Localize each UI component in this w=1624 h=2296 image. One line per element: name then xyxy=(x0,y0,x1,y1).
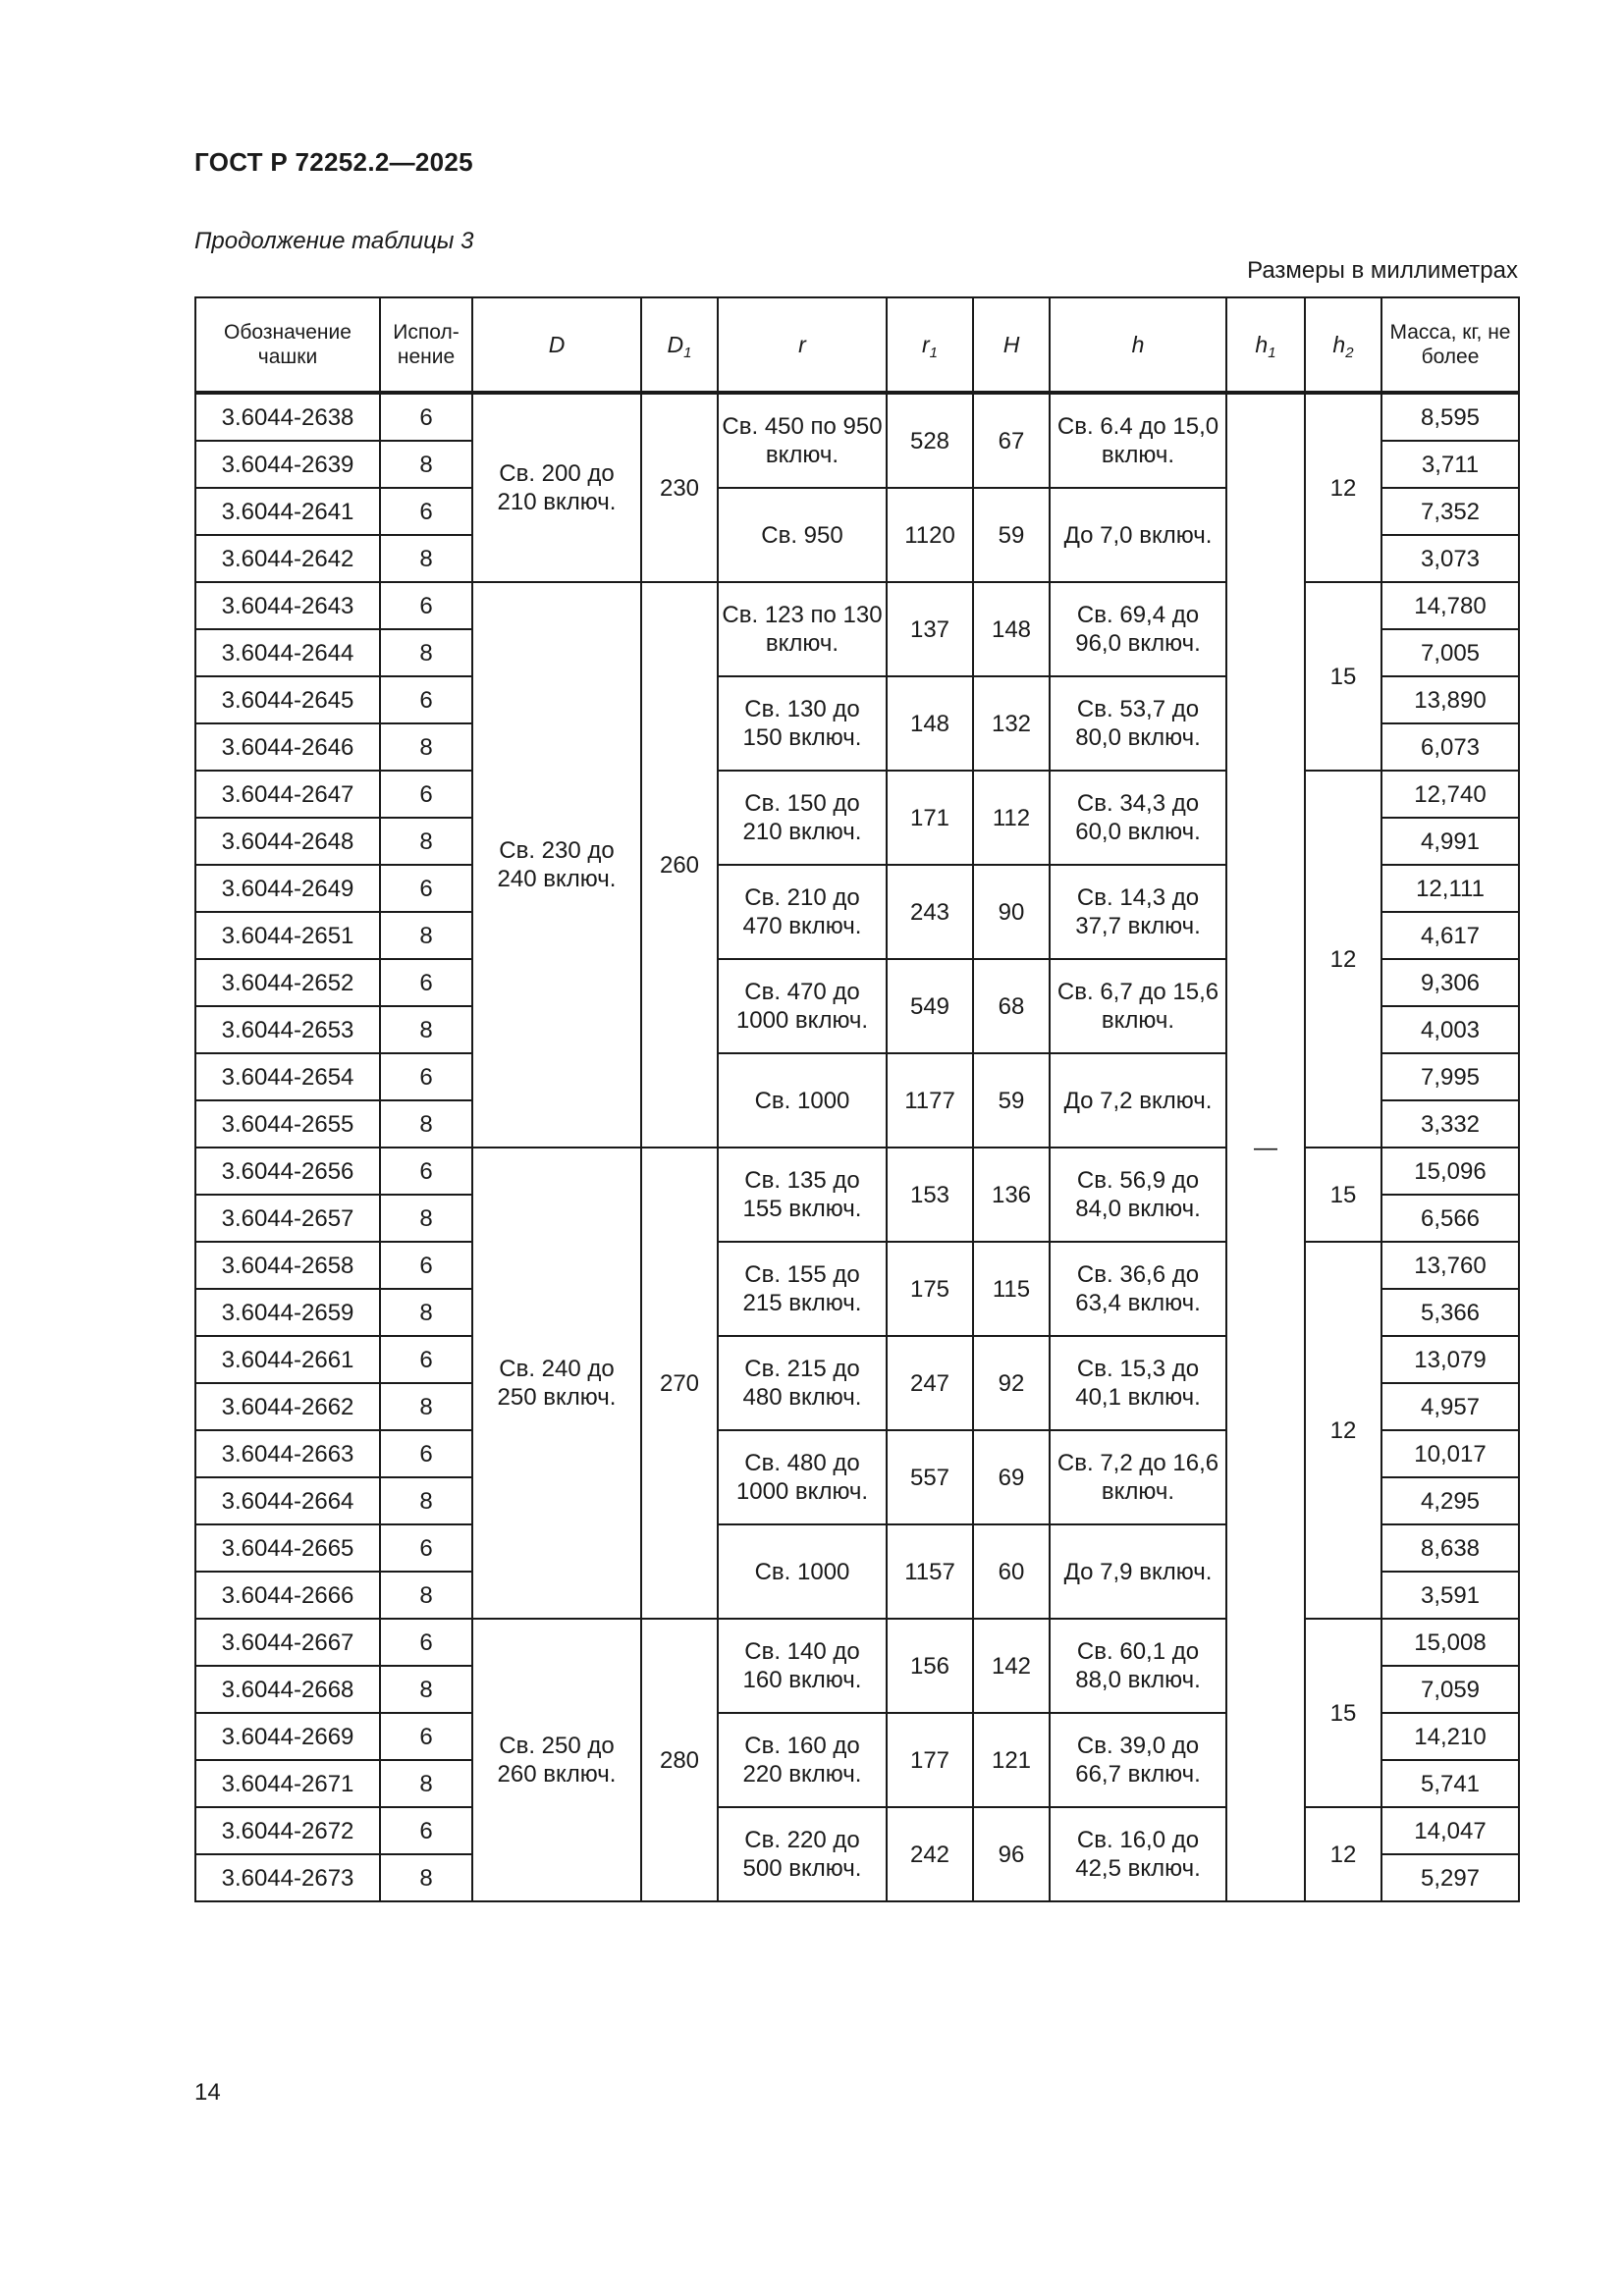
radius-range-cell: Св. 1000 xyxy=(718,1524,887,1619)
radius-range-cell: Св. 450 по 950 включ. xyxy=(718,393,887,488)
cup-designation-cell: 3.6044-2669 xyxy=(195,1713,380,1760)
height-cell: 68 xyxy=(973,959,1050,1053)
cup-designation-cell: 3.6044-2673 xyxy=(195,1854,380,1901)
mass-cell: 4,991 xyxy=(1381,818,1519,865)
version-cell: 8 xyxy=(380,1195,472,1242)
h-range-cell: Св. 60,1 до 88,0 включ. xyxy=(1050,1619,1226,1713)
diameter-d1-cell: 260 xyxy=(641,582,718,1148)
height-cell: 69 xyxy=(973,1430,1050,1524)
h2-cell: 12 xyxy=(1305,1242,1381,1619)
mass-cell: 14,047 xyxy=(1381,1807,1519,1854)
height-cell: 136 xyxy=(973,1148,1050,1242)
header-h2-main: h xyxy=(1332,331,1346,357)
mass-cell: 9,306 xyxy=(1381,959,1519,1006)
version-cell: 8 xyxy=(380,441,472,488)
cup-designation-cell: 3.6044-2653 xyxy=(195,1006,380,1053)
height-cell: 96 xyxy=(973,1807,1050,1901)
dimensions-table xyxy=(194,296,1520,1902)
cup-designation-cell: 3.6044-2651 xyxy=(195,912,380,959)
header-mass: Масса, кг, не более xyxy=(1381,297,1519,393)
h-range-cell: Св. 14,3 до 37,7 включ. xyxy=(1050,865,1226,959)
cup-designation-cell: 3.6044-2659 xyxy=(195,1289,380,1336)
table-row xyxy=(195,393,1519,441)
header-d1-sub: 1 xyxy=(683,344,692,361)
version-cell: 8 xyxy=(380,723,472,771)
table-row xyxy=(195,582,1519,629)
cup-designation-cell: 3.6044-2662 xyxy=(195,1383,380,1430)
table-row xyxy=(195,1807,1519,1854)
h-range-cell: Св. 69,4 до 96,0 включ. xyxy=(1050,582,1226,676)
version-cell: 6 xyxy=(380,1524,472,1572)
h-range-cell: Св. 6,7 до 15,6 включ. xyxy=(1050,959,1226,1053)
radius-r1-cell: 242 xyxy=(887,1807,973,1901)
radius-r1-cell: 1177 xyxy=(887,1053,973,1148)
h2-cell: 15 xyxy=(1305,1148,1381,1242)
cup-designation-cell: 3.6044-2648 xyxy=(195,818,380,865)
diameter-d1-cell: 280 xyxy=(641,1619,718,1901)
mass-cell: 13,760 xyxy=(1381,1242,1519,1289)
height-cell: 142 xyxy=(973,1619,1050,1713)
mass-cell: 3,711 xyxy=(1381,441,1519,488)
cup-designation-cell: 3.6044-2646 xyxy=(195,723,380,771)
height-cell: 90 xyxy=(973,865,1050,959)
h-range-cell: Св. 36,6 до 63,4 включ. xyxy=(1050,1242,1226,1336)
header-r: r xyxy=(718,297,887,393)
cup-designation-cell: 3.6044-2665 xyxy=(195,1524,380,1572)
mass-cell: 13,079 xyxy=(1381,1336,1519,1383)
h-range-cell: До 7,0 включ. xyxy=(1050,488,1226,582)
radius-range-cell: Св. 155 до 215 включ. xyxy=(718,1242,887,1336)
version-cell: 8 xyxy=(380,1854,472,1901)
radius-r1-cell: 153 xyxy=(887,1148,973,1242)
h-range-cell: Св. 16,0 до 42,5 включ. xyxy=(1050,1807,1226,1901)
cup-designation-cell: 3.6044-2672 xyxy=(195,1807,380,1854)
radius-range-cell: Св. 130 до 150 включ. xyxy=(718,676,887,771)
cup-designation-cell: 3.6044-2668 xyxy=(195,1666,380,1713)
document-code: ГОСТ Р 72252.2—2025 xyxy=(194,147,473,177)
cup-designation-cell: 3.6044-2664 xyxy=(195,1477,380,1524)
version-cell: 8 xyxy=(380,1100,472,1148)
version-cell: 6 xyxy=(380,771,472,818)
table-header-row xyxy=(195,297,1519,393)
mass-cell: 15,096 xyxy=(1381,1148,1519,1195)
mass-cell: 13,890 xyxy=(1381,676,1519,723)
cup-designation-cell: 3.6044-2654 xyxy=(195,1053,380,1100)
version-cell: 6 xyxy=(380,1619,472,1666)
height-cell: 121 xyxy=(973,1713,1050,1807)
radius-range-cell: Св. 123 по 130 включ. xyxy=(718,582,887,676)
version-cell: 6 xyxy=(380,865,472,912)
diameter-range-cell: Св. 230 до 240 включ. xyxy=(472,582,641,1148)
radius-range-cell: Св. 215 до 480 включ. xyxy=(718,1336,887,1430)
cup-designation-cell: 3.6044-2661 xyxy=(195,1336,380,1383)
radius-range-cell: Св. 160 до 220 включ. xyxy=(718,1713,887,1807)
mass-cell: 7,005 xyxy=(1381,629,1519,676)
header-r1-sub: 1 xyxy=(929,344,938,361)
table-continuation-caption: Продолжение таблицы 3 xyxy=(194,228,474,254)
mass-cell: 14,210 xyxy=(1381,1713,1519,1760)
page-number: 14 xyxy=(194,2079,221,2106)
version-cell: 8 xyxy=(380,1006,472,1053)
version-cell: 6 xyxy=(380,1053,472,1100)
mass-cell: 3,073 xyxy=(1381,535,1519,582)
cup-designation-cell: 3.6044-2642 xyxy=(195,535,380,582)
mass-cell: 14,780 xyxy=(1381,582,1519,629)
mass-cell: 4,617 xyxy=(1381,912,1519,959)
h2-cell: 15 xyxy=(1305,1619,1381,1807)
radius-r1-cell: 175 xyxy=(887,1242,973,1336)
radius-r1-cell: 549 xyxy=(887,959,973,1053)
cup-designation-cell: 3.6044-2647 xyxy=(195,771,380,818)
version-cell: 6 xyxy=(380,488,472,535)
radius-r1-cell: 137 xyxy=(887,582,973,676)
version-cell: 6 xyxy=(380,393,472,441)
cup-designation-cell: 3.6044-2658 xyxy=(195,1242,380,1289)
radius-range-cell: Св. 470 до 1000 включ. xyxy=(718,959,887,1053)
height-cell: 112 xyxy=(973,771,1050,865)
mass-cell: 8,638 xyxy=(1381,1524,1519,1572)
version-cell: 6 xyxy=(380,676,472,723)
radius-r1-cell: 177 xyxy=(887,1713,973,1807)
header-d1-main: D xyxy=(667,331,684,357)
h1-dash-cell: — xyxy=(1226,393,1305,1901)
header-h2-sub: 2 xyxy=(1345,344,1354,361)
version-cell: 8 xyxy=(380,1289,472,1336)
mass-cell: 7,352 xyxy=(1381,488,1519,535)
mass-cell: 6,073 xyxy=(1381,723,1519,771)
radius-r1-cell: 557 xyxy=(887,1430,973,1524)
height-cell: 92 xyxy=(973,1336,1050,1430)
units-note: Размеры в миллиметрах xyxy=(1247,257,1518,284)
version-cell: 8 xyxy=(380,1572,472,1619)
version-cell: 8 xyxy=(380,1760,472,1807)
version-cell: 6 xyxy=(380,1148,472,1195)
mass-cell: 3,332 xyxy=(1381,1100,1519,1148)
height-cell: 132 xyxy=(973,676,1050,771)
h-range-cell: Св. 34,3 до 60,0 включ. xyxy=(1050,771,1226,865)
version-cell: 6 xyxy=(380,1807,472,1854)
version-cell: 8 xyxy=(380,535,472,582)
diameter-range-cell: Св. 250 до 260 включ. xyxy=(472,1619,641,1901)
table-row xyxy=(195,771,1519,818)
mass-cell: 7,995 xyxy=(1381,1053,1519,1100)
header-designation: Обозначение чашки xyxy=(195,297,380,393)
header-d: D xyxy=(472,297,641,393)
diameter-d1-cell: 230 xyxy=(641,393,718,582)
height-cell: 148 xyxy=(973,582,1050,676)
radius-range-cell: Св. 210 до 470 включ. xyxy=(718,865,887,959)
mass-cell: 6,566 xyxy=(1381,1195,1519,1242)
cup-designation-cell: 3.6044-2656 xyxy=(195,1148,380,1195)
h-range-cell: До 7,9 включ. xyxy=(1050,1524,1226,1619)
diameter-d1-cell: 270 xyxy=(641,1148,718,1619)
cup-designation-cell: 3.6044-2666 xyxy=(195,1572,380,1619)
cup-designation-cell: 3.6044-2652 xyxy=(195,959,380,1006)
table-body xyxy=(195,393,1519,1901)
table-row xyxy=(195,1242,1519,1289)
mass-cell: 5,366 xyxy=(1381,1289,1519,1336)
cup-designation-cell: 3.6044-2639 xyxy=(195,441,380,488)
h-range-cell: Св. 53,7 до 80,0 включ. xyxy=(1050,676,1226,771)
h2-cell: 12 xyxy=(1305,771,1381,1148)
version-cell: 8 xyxy=(380,1383,472,1430)
radius-r1-cell: 171 xyxy=(887,771,973,865)
h2-cell: 12 xyxy=(1305,393,1381,582)
mass-cell: 4,003 xyxy=(1381,1006,1519,1053)
cup-designation-cell: 3.6044-2644 xyxy=(195,629,380,676)
height-cell: 59 xyxy=(973,488,1050,582)
radius-range-cell: Св. 140 до 160 включ. xyxy=(718,1619,887,1713)
cup-designation-cell: 3.6044-2649 xyxy=(195,865,380,912)
diameter-range-cell: Св. 240 до 250 включ. xyxy=(472,1148,641,1619)
radius-r1-cell: 1157 xyxy=(887,1524,973,1619)
header-r1 xyxy=(887,297,973,393)
version-cell: 6 xyxy=(380,959,472,1006)
header-h: h xyxy=(1050,297,1226,393)
h2-cell: 12 xyxy=(1305,1807,1381,1901)
version-cell: 8 xyxy=(380,1666,472,1713)
h-range-cell: Св. 56,9 до 84,0 включ. xyxy=(1050,1148,1226,1242)
mass-cell: 5,741 xyxy=(1381,1760,1519,1807)
header-h1-sub: 1 xyxy=(1268,344,1276,361)
mass-cell: 5,297 xyxy=(1381,1854,1519,1901)
cup-designation-cell: 3.6044-2657 xyxy=(195,1195,380,1242)
radius-r1-cell: 148 xyxy=(887,676,973,771)
cup-designation-cell: 3.6044-2671 xyxy=(195,1760,380,1807)
height-cell: 60 xyxy=(973,1524,1050,1619)
cup-designation-cell: 3.6044-2643 xyxy=(195,582,380,629)
radius-r1-cell: 243 xyxy=(887,865,973,959)
version-cell: 6 xyxy=(380,1242,472,1289)
version-cell: 6 xyxy=(380,1430,472,1477)
h-range-cell: Св. 39,0 до 66,7 включ. xyxy=(1050,1713,1226,1807)
height-cell: 59 xyxy=(973,1053,1050,1148)
radius-range-cell: Св. 1000 xyxy=(718,1053,887,1148)
version-cell: 6 xyxy=(380,1336,472,1383)
header-r1-main: r xyxy=(921,331,930,357)
header-d1 xyxy=(641,297,718,393)
version-cell: 6 xyxy=(380,582,472,629)
radius-r1-cell: 1120 xyxy=(887,488,973,582)
version-cell: 8 xyxy=(380,1477,472,1524)
radius-r1-cell: 156 xyxy=(887,1619,973,1713)
header-version: Испол-нение xyxy=(380,297,472,393)
version-cell: 8 xyxy=(380,912,472,959)
cup-designation-cell: 3.6044-2638 xyxy=(195,393,380,441)
h-range-cell: Св. 7,2 до 16,6 включ. xyxy=(1050,1430,1226,1524)
radius-range-cell: Св. 135 до 155 включ. xyxy=(718,1148,887,1242)
radius-r1-cell: 247 xyxy=(887,1336,973,1430)
radius-range-cell: Св. 480 до 1000 включ. xyxy=(718,1430,887,1524)
table-row xyxy=(195,1148,1519,1195)
version-cell: 6 xyxy=(380,1713,472,1760)
radius-range-cell: Св. 950 xyxy=(718,488,887,582)
mass-cell: 12,111 xyxy=(1381,865,1519,912)
version-cell: 8 xyxy=(380,818,472,865)
table-row xyxy=(195,1619,1519,1666)
radius-range-cell: Св. 220 до 500 включ. xyxy=(718,1807,887,1901)
h-range-cell: Св. 6.4 до 15,0 включ. xyxy=(1050,393,1226,488)
version-cell: 8 xyxy=(380,629,472,676)
mass-cell: 10,017 xyxy=(1381,1430,1519,1477)
radius-r1-cell: 528 xyxy=(887,393,973,488)
mass-cell: 4,957 xyxy=(1381,1383,1519,1430)
header-h-upper: H xyxy=(973,297,1050,393)
diameter-range-cell: Св. 200 до 210 включ. xyxy=(472,393,641,582)
radius-range-cell: Св. 150 до 210 включ. xyxy=(718,771,887,865)
mass-cell: 12,740 xyxy=(1381,771,1519,818)
mass-cell: 7,059 xyxy=(1381,1666,1519,1713)
header-h1-main: h xyxy=(1255,331,1269,357)
h-range-cell: Св. 15,3 до 40,1 включ. xyxy=(1050,1336,1226,1430)
h2-cell: 15 xyxy=(1305,582,1381,771)
mass-cell: 3,591 xyxy=(1381,1572,1519,1619)
cup-designation-cell: 3.6044-2663 xyxy=(195,1430,380,1477)
mass-cell: 15,008 xyxy=(1381,1619,1519,1666)
height-cell: 115 xyxy=(973,1242,1050,1336)
cup-designation-cell: 3.6044-2645 xyxy=(195,676,380,723)
header-h2 xyxy=(1305,297,1381,393)
header-h1 xyxy=(1226,297,1305,393)
h-range-cell: До 7,2 включ. xyxy=(1050,1053,1226,1148)
cup-designation-cell: 3.6044-2655 xyxy=(195,1100,380,1148)
cup-designation-cell: 3.6044-2667 xyxy=(195,1619,380,1666)
mass-cell: 4,295 xyxy=(1381,1477,1519,1524)
cup-designation-cell: 3.6044-2641 xyxy=(195,488,380,535)
height-cell: 67 xyxy=(973,393,1050,488)
mass-cell: 8,595 xyxy=(1381,393,1519,441)
